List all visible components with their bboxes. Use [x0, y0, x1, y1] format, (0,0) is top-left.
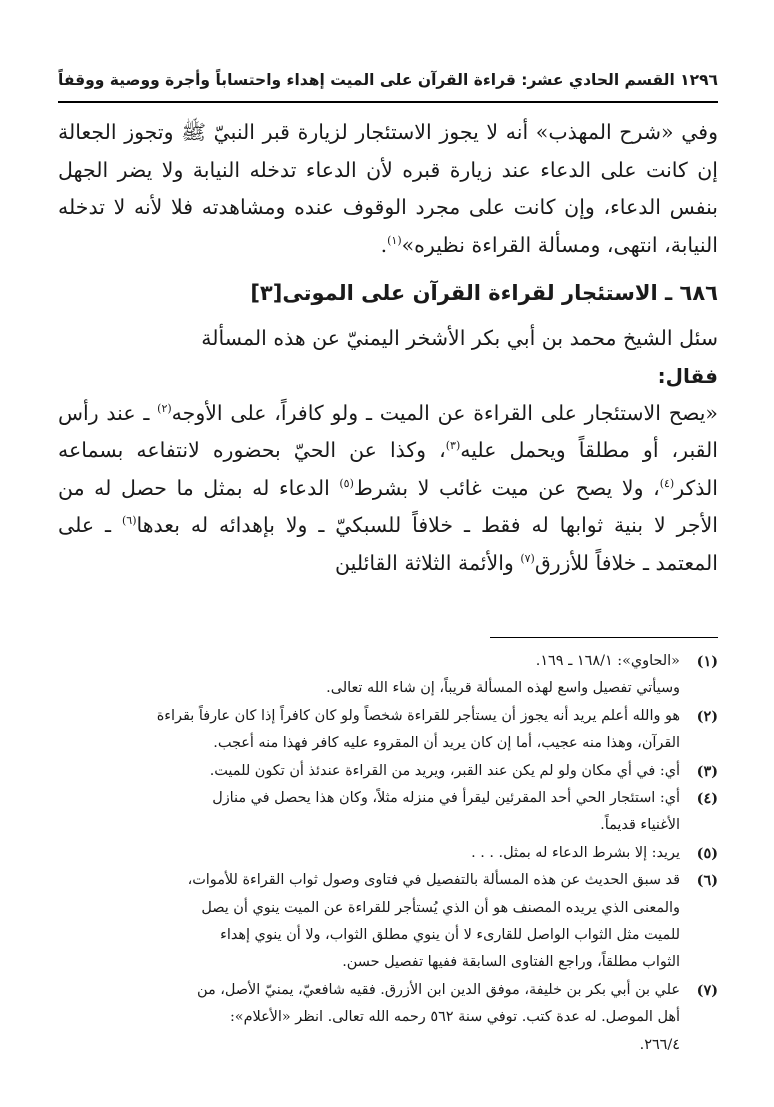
footnote-number: (١): [696, 653, 718, 670]
footnote: [58, 977, 718, 1059]
text-fragment: الدعاء له: [252, 475, 340, 500]
footnote-line: «الحاوي»: ١٦٨/١ ـ ١٦٩.: [535, 653, 680, 669]
footnote-line: وسيأتي تفصيل واسع لهذه المسألة قريباً، إن شاء الله تعالى.: [326, 680, 680, 697]
text-fragment: بمثل ما حصل له من الأجر لا بنية ثوابها له فقط ـ خلافاً للسبكيّ ـ ولا: [58, 475, 718, 537]
footnote-line: هو والله أعلم يريد أنه يجوز أن يستأجر للقراءة شخصاً ولو كان كافراً إذا كان عارفاً بقراءة: [156, 707, 680, 724]
page-number: ١٢٩٦: [680, 71, 718, 89]
footnote-ref: (٦): [121, 514, 137, 528]
footnote-ref: (٤): [659, 476, 675, 490]
footnote-number: (٦): [696, 872, 718, 890]
footnote-number: (٥): [696, 844, 718, 862]
footnote-number: (٢): [696, 707, 718, 725]
answer-paragraph: [58, 395, 718, 583]
text-fragment: لانتفاعه بسماعه الذكر: [58, 438, 718, 500]
question-line: [58, 320, 718, 358]
text-fragment: ـ على المعتمد ـ خلافاً للأزرق: [58, 513, 718, 575]
footnote: [58, 703, 718, 758]
footnote-text: [58, 648, 680, 703]
footnote-line: قد سبق الحديث عن هذه المسألة بالتفصيل في فتاوى وصول ثواب القراءة للأموات،: [187, 872, 680, 889]
footnote-number: (٧): [696, 981, 718, 999]
book-page: [58, 0, 718, 1107]
text-line: النيابة ولا يضر الجهل بنفس الدعاء، وإن كانت على مجرد الوقوف: [58, 157, 718, 219]
footnote-ref: (١): [387, 233, 402, 247]
footnote-ref: (٣): [445, 439, 461, 453]
footnote-rule: [490, 637, 718, 638]
footnote-line: علي بن أبي بكر بن خليفة، موفق الدين ابن الأزرق. فقيه شافعيّ، يمنيّ الأصل، من: [197, 981, 680, 998]
text-line: نظيره»: [401, 232, 465, 257]
footnote-line: القرآن، وهذا منه عجيب، أما إن كان يريد أن المقروء عليه كافر فهذا منه أعجب.: [213, 735, 680, 752]
footnote-text: [58, 785, 680, 840]
footnote-text: [58, 703, 680, 758]
intro-paragraph: [58, 114, 718, 264]
footnote-line: والمعنى الذي يريده المصنف هو أن الذي يُستأجر للقراءة عن الميت ينوي أن يصل: [201, 899, 680, 916]
text-fragment: «يصح الاستئجار على القراءة عن الميت ـ ولو كافراً، على الأوجه: [171, 400, 718, 425]
footnote-ref: (٢): [157, 401, 172, 415]
footnote-text: [58, 977, 680, 1059]
text-fragment: والأئمة الثلاثة القائلين: [335, 550, 521, 575]
text-line: وفي «شرح المهذب» أنه لا يجوز الاستئجار لزيارة قبر النبيّ ﷺ: [181, 120, 718, 144]
text-line: عنده ومشاهدته فلا لأنه لا تدخله النيابة، انتهى، ومسألة القراءة: [58, 195, 718, 257]
section-heading: ٦٨٦ ـ الاستئجار لقراءة القرآن على الموتى[٣]: [250, 281, 718, 305]
main-text: [58, 114, 718, 582]
text-line: وتجوز الجعالة إن كانت على الدعاء عند زيارة قبره لأن الدعاء تدخله: [58, 120, 718, 182]
footnote-text: [58, 867, 680, 977]
text-fragment: ، وكذا عن الحيّ بحضوره: [212, 438, 446, 462]
footnote-line: أي: استئجار الحي أحد المقرئين ليقرأ في منزله مثلاً، وكان هذا يحصل في منازل: [212, 790, 680, 807]
footnote: [58, 758, 718, 785]
running-title: القسم الحادي عشر: قراءة القرآن على الميت إهداء واحتساباً وأجرة ووصية ووقفاً: [58, 71, 675, 89]
footnote-number: (٤): [696, 790, 718, 808]
text-fragment: .: [380, 232, 388, 257]
footnote-line: الثواب مطلقاً، وراجع الفتاوى السابقة ففيها تفصيل حسن.: [342, 954, 680, 971]
footnote-text: [58, 758, 680, 785]
footnote: [58, 648, 718, 703]
footnote: [58, 785, 718, 840]
text-line: سئل الشيخ محمد بن أبي بكر الأشخر اليمنيّ عن هذه المسألة: [201, 326, 718, 350]
answer-label: فقال:: [657, 363, 718, 388]
header-rule: [58, 101, 718, 103]
text-fragment: بإهدائه له بعدها: [136, 513, 275, 537]
footnote-text: [58, 840, 680, 867]
running-header: [58, 64, 718, 96]
footnote-number: (٣): [696, 762, 718, 780]
text-fragment: ـ عند رأس القبر، أو مطلقاً ويحمل عليه: [58, 400, 718, 462]
footnote-line: للميت مثل الثواب الواصل للقارىء لا أن ينوي مطلق الثواب، ولا أن ينوي إهداء: [220, 927, 680, 944]
footnote-line: أهل الموصل. له عدة كتب. توفي سنة ٥٦٢ رحمه الله تعالى. انظر «الأعلام»:: [229, 1009, 680, 1026]
text-fragment: ، ولا يصح عن ميت غائب لا بشرط: [353, 475, 660, 500]
footnote: [58, 840, 718, 867]
footnote-line: الأغنياء قديماً.: [600, 817, 680, 834]
footnote-line: يريد: إلا بشرط الدعاء له بمثل. . . .: [471, 844, 680, 861]
footnote: [58, 867, 718, 977]
footnote-ref: (٧): [520, 551, 535, 565]
footnote-line: ٢٦٦/٤.: [639, 1036, 680, 1053]
footnotes: [58, 648, 718, 1059]
footnote-line: أي: في أي مكان ولو لم يكن عند القبر، ويريد من القراءة عندئذ أن تكون للميت.: [209, 762, 680, 779]
footnote-ref: (٥): [339, 476, 354, 490]
